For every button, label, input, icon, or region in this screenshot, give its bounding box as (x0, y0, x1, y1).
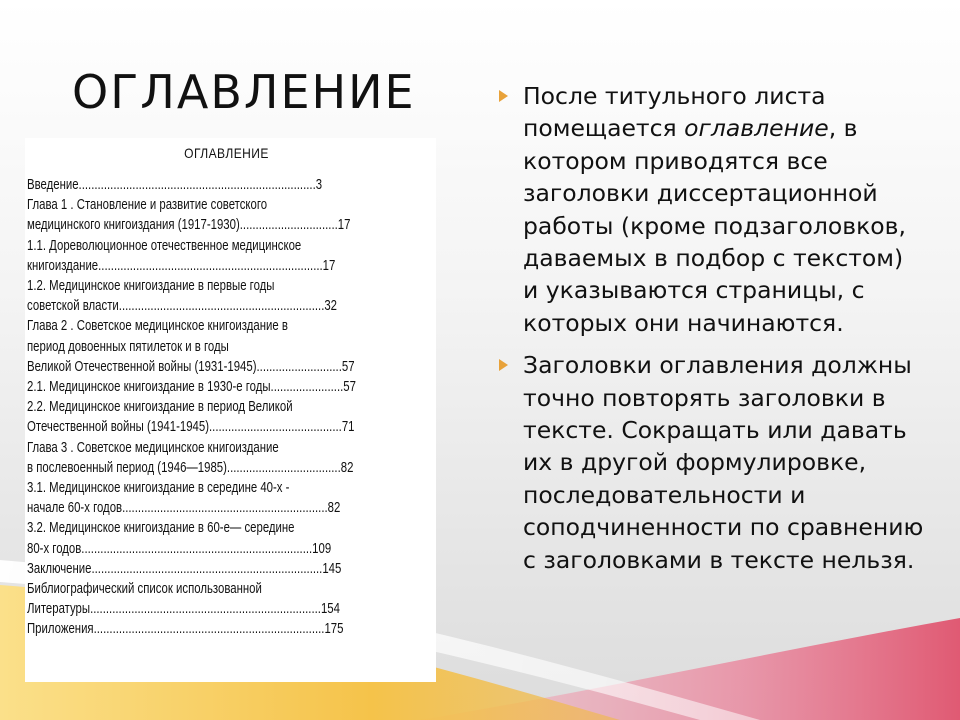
toc-line: 1.2. Медицинское книгоиздание в первые годы (27, 278, 275, 295)
toc-line: книгоиздание.......................................................................17 (27, 257, 336, 274)
toc-line: Библиографический список использованной (27, 581, 262, 598)
toc-line: Отечественной войны (1941-1945)..........................................71 (27, 419, 355, 436)
toc-line: 80-х годов.........................................................................109 (27, 540, 332, 557)
toc-line: период довоенных пятилеток и в годы (27, 338, 229, 355)
toc-line: 1.1. Дореволюционное отечественное медицинское (27, 237, 302, 254)
toc-line: 3.1. Медицинское книгоиздание в середине 40-х - (27, 480, 290, 497)
bullet-text: Заголовки оглавления должны точно повторять заголовки в тексте. Сокращать или давать их в другой формулировке, последовательности и соподчиненности по сравнению с заголовками в тексте нельзя. (523, 351, 924, 574)
toc-line: Глава 3 . Советское медицинское книгоиздание (27, 439, 279, 456)
toc-line: в послевоенный период (1946—1985)....................................82 (27, 459, 354, 476)
bullet-item (495, 349, 925, 576)
triangle-bullet-icon (499, 359, 508, 371)
toc-heading: ОГЛАВЛЕНИЕ (184, 145, 269, 161)
bullet-list (495, 80, 925, 586)
toc-line: 2.2. Медицинское книгоиздание в период Великой (27, 399, 293, 416)
toc-line: Великой Отечественной войны (1931-1945)...........................57 (27, 358, 355, 375)
toc-line: Литературы.........................................................................154 (27, 601, 340, 618)
bullet-emphasis: оглавление (684, 114, 829, 143)
toc-line: Приложения.........................................................................175 (27, 621, 344, 638)
slide-title: ОГЛАВЛЕНИЕ (72, 65, 416, 119)
toc-line: Введение...........................................................................3 (27, 177, 323, 193)
toc-line: начале 60-х годов.................................................................82 (27, 500, 341, 517)
toc-line: советской власти.................................................................32 (27, 298, 338, 315)
toc-line: 3.2. Медицинское книгоиздание в 60-е— середине (27, 520, 295, 537)
bullet-text: , в котором приводятся все заголовки диссертационной работы (кроме подзаголовков, даваемых в подбор с текстом) и указываются страницы, с которых они начинаются. (523, 114, 906, 337)
toc-line: Глава 2 . Советское медицинское книгоиздание в (27, 318, 288, 335)
toc-line: Заключение.........................................................................145 (27, 560, 342, 577)
toc-line: Глава 1 . Становление и развитие советского (27, 197, 268, 214)
bullet-text: После титульного листа помещается (523, 82, 826, 143)
toc-scan-image (25, 138, 436, 682)
toc-line: 2.1. Медицинское книгоиздание в 1930-е годы.......................57 (27, 379, 356, 396)
toc-line: медицинского книгоиздания (1917-1930)...............................17 (27, 217, 351, 234)
bullet-item (495, 80, 925, 339)
triangle-bullet-icon (499, 90, 508, 102)
